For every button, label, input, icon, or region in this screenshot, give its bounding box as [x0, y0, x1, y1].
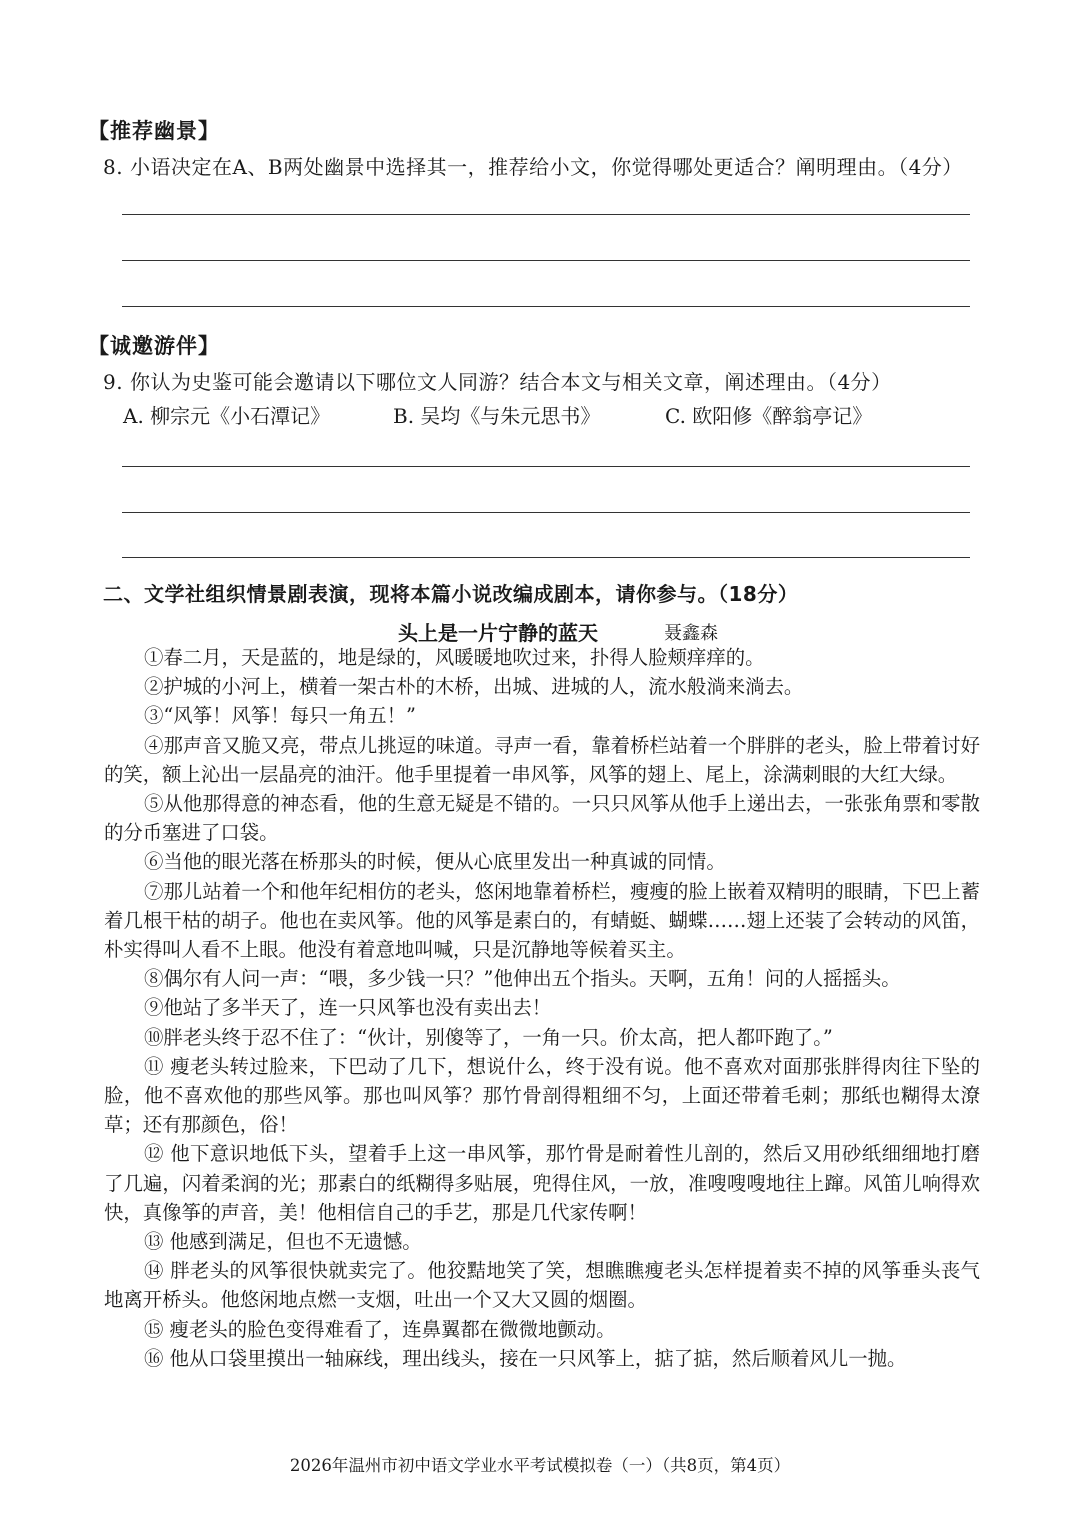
page-footer: 2026年温州市初中语文学业水平考试模拟卷（一）（共8页，第4页）	[289, 1456, 791, 1475]
question-9: 9. 你认为史鉴可能会邀请以下哪位文人同游？结合本文与相关文章，阐述理由。（4分）	[103, 370, 892, 394]
story-title: 头上是一片宁静的蓝天	[398, 621, 598, 645]
option-c: C. 欧阳修《醉翁亭记》	[665, 404, 873, 428]
story-paragraph: ②护城的小河上，横着一架古朴的木桥，出城、进城的人，流水般淌来淌去。	[144, 675, 804, 699]
story-paragraph: ⑯ 他从口袋里摸出一轴麻线，理出线头，接在一只风筝上，掂了掂，然后顺着风儿一抛。	[144, 1346, 907, 1370]
story-paragraph: ⑧偶尔有人问一声：“喂，多少钱一只？”他伸出五个指头。天啊，五角！问的人摇摇头。	[144, 967, 901, 991]
story-paragraph: ④那声音又脆又亮，带点儿挑逗的味道。寻声一看，靠着桥栏站着一个胖胖的老头，脸上带着讨好的笑，额上沁出一层晶亮的油汗。他手里提着一串风筝，风筝的翅上、尾上，涂满刺眼的大红大绿。	[104, 733, 980, 786]
story-paragraph: ⑬ 他感到满足，但也不无遗憾。	[144, 1230, 422, 1254]
story-paragraph: ⑭ 胖老头的风筝很快就卖完了。他狡黠地笑了笑，想瞧瞧瘦老头怎样提着卖不掉的风筝垂头丧气地离开桥头。他悠闲地点燃一支烟，吐出一个又大又圆的烟圈。	[104, 1259, 980, 1312]
story-paragraph: ⑤从他那得意的神态看，他的生意无疑是不错的。一只只风筝从他手上递出去，一张张角票和零散的分币塞进了口袋。	[104, 792, 980, 845]
section-two-heading: 二、文学社组织情景剧表演，现将本篇小说改编成剧本，请你参与。（18分）	[103, 582, 799, 606]
answer-line[interactable]	[122, 306, 970, 307]
answer-line[interactable]	[122, 260, 970, 261]
story-author: 聂鑫森	[664, 623, 718, 644]
answer-line[interactable]	[122, 557, 970, 558]
story-paragraph: ⑨他站了多半天了，连一只风筝也没有卖出去！	[144, 996, 552, 1020]
story-paragraph: ①春二月，天是蓝的，地是绿的，风暖暖地吹过来，扑得人脸颊痒痒的。	[144, 646, 765, 669]
story-paragraph: ⑩胖老头终于忍不住了：“伙计，别傻等了，一角一只。价太高，把人都吓跑了。”	[144, 1025, 833, 1049]
answer-line[interactable]	[122, 214, 970, 215]
story-paragraph: ③“风筝！风筝！每只一角五！”	[144, 704, 416, 728]
story-paragraph: ⑥当他的眼光落在桥那头的时候，便从心底里发出一种真诚的同情。	[144, 850, 726, 874]
question-8: 8. 小语决定在A、B两处幽景中选择其一，推荐给小文，你觉得哪处更适合？阐明理由。（4分）	[103, 155, 963, 179]
story-paragraph: ⑫ 他下意识地低下头，望着手上这一串风筝，那竹骨是耐着性儿剖的，然后又用砂纸细细地打磨了几遍，闪着柔润的光；那素白的纸糊得多贴展，兜得住风，一放，准嗖嗖嗖地往上蹿。风笛儿响得欢快，真像筝的声音，美！他相信自己的手艺，那是几代家传啊！	[104, 1142, 980, 1224]
story-paragraph: ⑦那儿站着一个和他年纪相仿的老头，悠闲地靠着桥栏，瘦瘦的脸上嵌着双精明的眼睛，下巴上蓄着几根干枯的胡子。他也在卖风筝。他的风筝是素白的，有蜻蜓、蝴蝶……翅上还装了会转动的风笛，朴实得叫人看不上眼。他没有着意地叫喊，只是沉静地等候着买主。	[104, 879, 980, 962]
story-body	[104, 643, 980, 1373]
option-a: A. 柳宗元《小石潭记》	[123, 404, 331, 428]
story-paragraph: ⑪ 瘦老头转过脸来，下巴动了几下，想说什么，终于没有说。他不喜欢对面那张胖得肉往下坠的脸，他不喜欢他的那些风筝。那也叫风筝？那竹骨剖得粗细不匀，上面还带着毛刺；那纸也糊得太潦草；还有那颜色，俗！	[104, 1054, 980, 1137]
answer-line[interactable]	[122, 512, 970, 513]
section-header-invite: 【诚邀游伴】	[88, 334, 220, 358]
answer-line[interactable]	[122, 466, 970, 467]
section-header-recommend: 【推荐幽景】	[88, 119, 220, 143]
option-b: B. 吴均《与朱元思书》	[393, 404, 601, 428]
story-paragraph: ⑮ 瘦老头的脸色变得难看了，连鼻翼都在微微地颤动。	[144, 1317, 616, 1341]
